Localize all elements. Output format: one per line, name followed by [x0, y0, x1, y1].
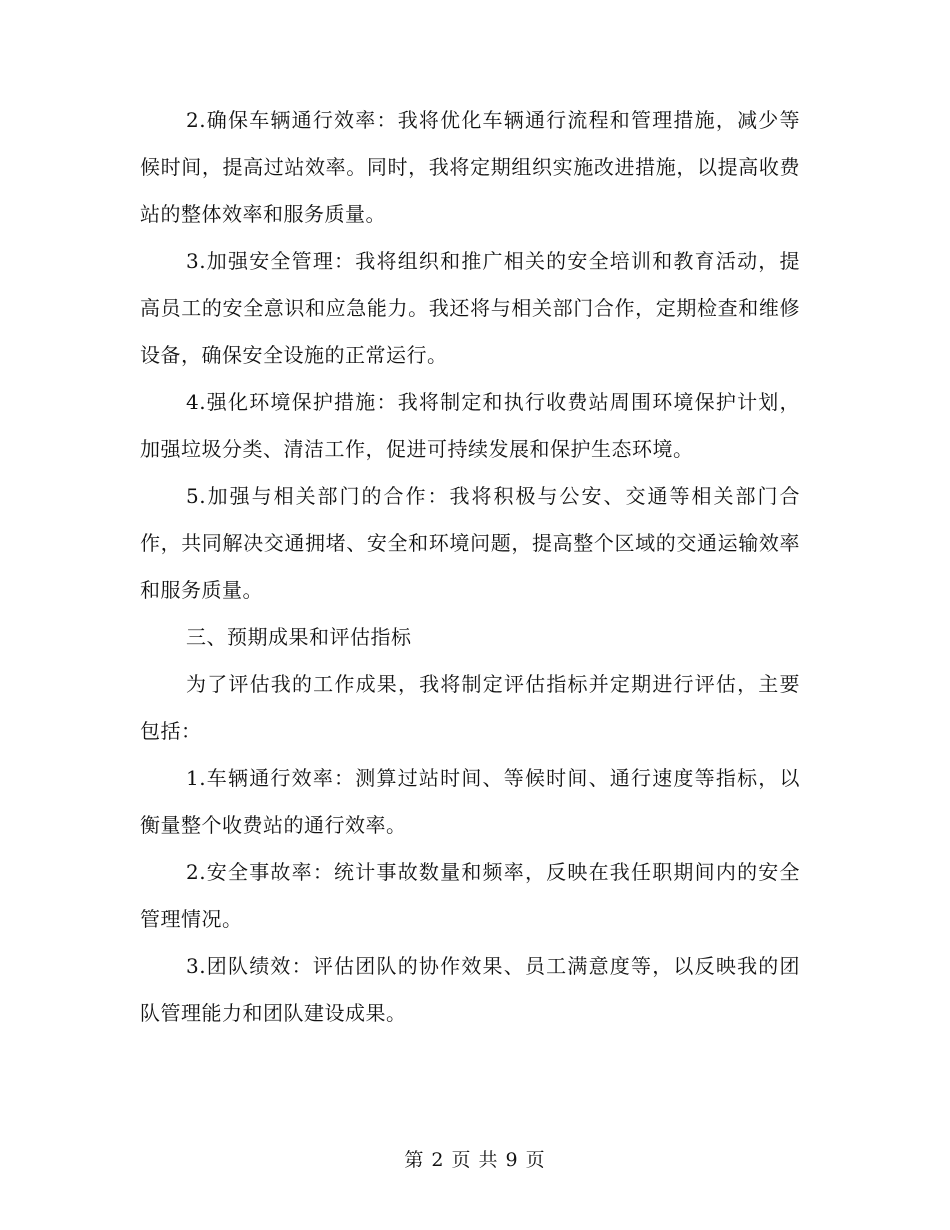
paragraph-item-3-safety-management: 3.加强安全管理：我将组织和推广相关的安全培训和教育活动，提高员工的安全意识和应急能力。我还将与相关部门合作，定期检查和维修设备，确保安全设施的正常运行。 [140, 249, 800, 367]
paragraph-metric-1-vehicle-efficiency: 1.车辆通行效率：测算过站时间、等候时间、通行速度等指标，以衡量整个收费站的通行效率。 [140, 766, 800, 837]
document-body [140, 97, 800, 1037]
section-heading-expected-results: 三、预期成果和评估指标 [186, 625, 412, 649]
paragraph-metric-3-team-performance: 3.团队绩效：评估团队的协作效果、员工满意度等，以反映我的团队管理能力和团队建设成果。 [140, 954, 800, 1025]
paragraph-item-2-vehicle-efficiency: 2.确保车辆通行效率：我将优化车辆通行流程和管理措施，减少等候时间，提高过站效率。同时，我将定期组织实施改进措施，以提高收费站的整体效率和服务质量。 [140, 108, 800, 226]
paragraph-item-4-environment-protection: 4.强化环境保护措施：我将制定和执行收费站周围环境保护计划，加强垃圾分类、清洁工作，促进可持续发展和保护生态环境。 [140, 390, 800, 461]
paragraph-item-5-department-cooperation: 5.加强与相关部门的合作：我将积极与公安、交通等相关部门合作，共同解决交通拥堵、安全和环境问题，提高整个区域的交通运输效率和服务质量。 [140, 484, 800, 602]
page-number-footer: 第 2 页 共 9 页 [404, 1149, 546, 1171]
paragraph-evaluation-intro: 为了评估我的工作成果，我将制定评估指标并定期进行评估，主要包括： [140, 672, 800, 743]
paragraph-metric-2-accident-rate: 2.安全事故率：统计事故数量和频率，反映在我任职期间内的安全管理情况。 [140, 860, 800, 931]
